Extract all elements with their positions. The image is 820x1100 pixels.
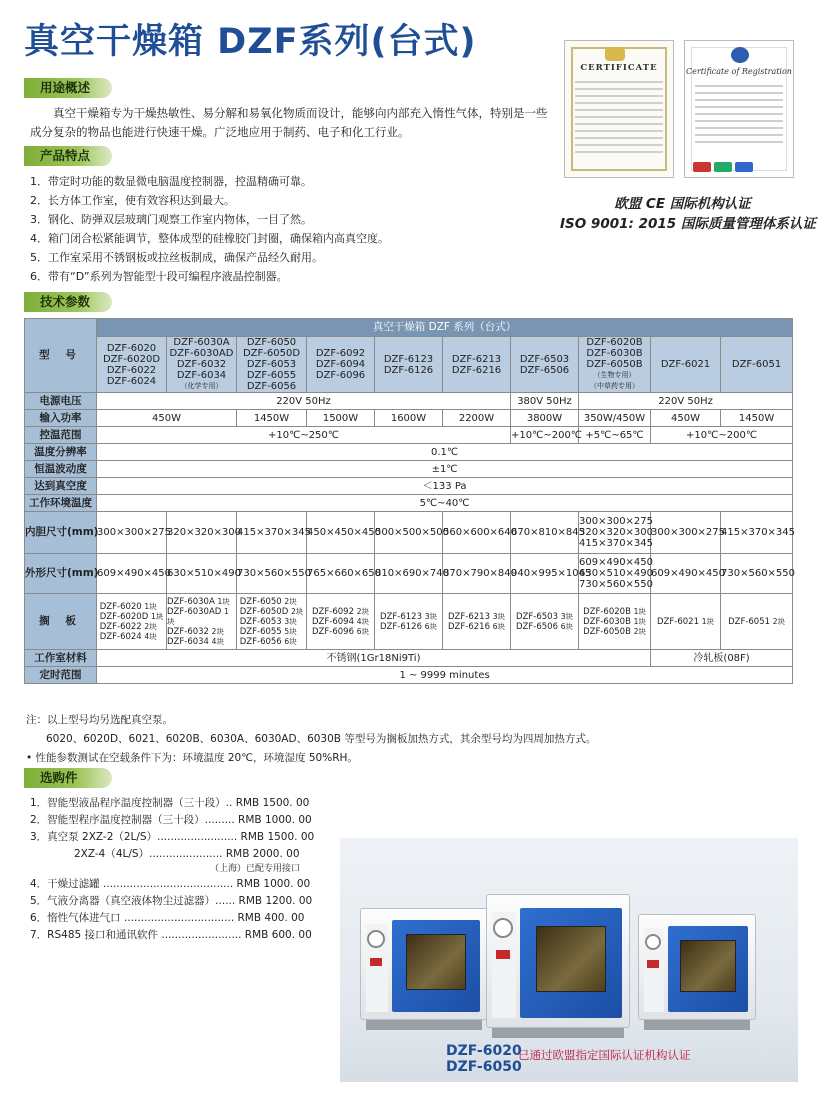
spec-cell: 300×300×275 320×320×300 415×370×345	[579, 512, 651, 554]
option-item: 2．智能型程序温度控制器（三十段）......... RMB 1000. 00	[30, 814, 312, 826]
spec-cell: 730×560×550	[237, 554, 307, 594]
spec-cell: 870×790×840	[443, 554, 511, 594]
spec-cell: 500×500×500	[375, 512, 443, 554]
spec-cell: 415×370×345	[237, 512, 307, 554]
options-list	[30, 795, 314, 944]
section-heading-features: 产品特点	[24, 146, 112, 166]
shelf-cell: DZF-6092 2块 DZF-6094 4块 DZF-6096 6块	[307, 594, 375, 650]
option-item: 4．干燥过滤罐 ....................................... RMB 1000. 00	[30, 878, 311, 890]
section-heading-options: 选购件	[24, 768, 112, 788]
iso-certificate-heading: Certificate of Registration	[686, 67, 792, 76]
row-label-voltage: 电源电压	[25, 393, 97, 410]
ce-caption: 欧盟 CE 国际机构认证	[614, 196, 751, 212]
product-photo	[340, 838, 798, 1082]
shelf-cell: DZF-6051 2块	[721, 594, 793, 650]
model-cell: DZF-6092 DZF-6094 DZF-6096	[307, 337, 375, 393]
row-label-timer: 定时范围	[25, 667, 97, 684]
spec-cell: ＜133 Pa	[97, 478, 793, 495]
spec-cell: 5℃~40℃	[97, 495, 793, 512]
row-label-ambient: 工作环境温度	[25, 495, 97, 512]
row-label-shelves: 搁 板	[25, 594, 97, 650]
spec-cell: +10℃~200℃	[511, 427, 579, 444]
row-label-fluctuation: 恒温波动度	[25, 461, 97, 478]
shelf-cell: DZF-6050 2块 DZF-6050D 2块 DZF-6053 3块 DZF-6055 5块 DZF-6056 6块	[237, 594, 307, 650]
spec-cell: 220V 50Hz	[97, 393, 511, 410]
note-line: 注：以上型号均另选配真空泵。	[26, 714, 173, 726]
registrar-logo-icon	[731, 47, 749, 63]
section-heading-usage: 用途概述	[24, 78, 112, 98]
option-item: 6．惰性气体进气口 ................................. RMB 400. 00	[30, 912, 305, 924]
model-cell: DZF-6503 DZF-6506	[511, 337, 579, 393]
note-line: 6020、6020D、6021、6020B、6030A、6030AD、6030B 等型号为搁板加热方式，其余型号均为四周加热方式。	[46, 733, 597, 745]
ce-certificate-heading: CERTIFICATE	[580, 63, 658, 73]
option-item: 5．气液分离器（真空液体物尘过滤器）...... RMB 1200. 00	[30, 895, 313, 907]
model-cell: DZF-6050 DZF-6050D DZF-6053 DZF-6055 DZF-6056	[237, 337, 307, 393]
page-title: 真空干燥箱 DZF系列(台式)	[24, 22, 477, 62]
vacuum-oven-icon	[638, 914, 756, 1030]
iso-certificate	[684, 40, 794, 178]
spec-cell: 810×690×740	[375, 554, 443, 594]
spec-cell: 300×300×275	[651, 512, 721, 554]
spec-cell: 730×560×550	[721, 554, 793, 594]
spec-cell: 765×660×650	[307, 554, 375, 594]
accreditation-badges-icon	[693, 157, 785, 167]
model-cell: DZF-6123 DZF-6126	[375, 337, 443, 393]
photo-model-labels: DZF-6020 DZF-6050	[446, 1043, 522, 1075]
series-header: 真空干燥箱 DZF 系列（台式）	[97, 319, 793, 337]
spec-cell: 1 ~ 9999 minutes	[97, 667, 793, 684]
spec-table	[24, 318, 796, 684]
shelf-cell: DZF-6020B 1块 DZF-6030B 1块 DZF-6050B 2块	[579, 594, 651, 650]
feature-item: 4．箱门闭合松紧能调节，整体成型的硅橡胶门封圈，确保箱内高真空度。	[30, 232, 389, 245]
model-cell: DZF-6213 DZF-6216	[443, 337, 511, 393]
ce-certificate	[564, 40, 674, 178]
row-label-resolution: 温度分辨率	[25, 444, 97, 461]
spec-cell: 不锈钢(1Gr18Ni9Ti)	[97, 650, 651, 667]
shelf-cell: DZF-6020 1块 DZF-6020D 1块 DZF-6022 2块 DZF-6024 4块	[97, 594, 167, 650]
model-cell: DZF-6020B DZF-6030B DZF-6050B （生物专用） （中草药专用）	[579, 337, 651, 393]
spec-cell: 1500W	[307, 410, 375, 427]
spec-cell: 冷轧板(08F)	[651, 650, 793, 667]
shelf-cell: DZF-6030A 1块 DZF-6030AD 1块 DZF-6032 2块 DZF-6034 4块	[167, 594, 237, 650]
feature-item: 3．钢化、防弹双层玻璃门观察工作室内物体，一目了然。	[30, 213, 312, 226]
model-cell: DZF-6030A DZF-6030AD DZF-6032 DZF-6034 （化学专用）	[167, 337, 237, 393]
spec-cell: 3800W	[511, 410, 579, 427]
spec-cell: ±1℃	[97, 461, 793, 478]
spec-cell: +10℃~200℃	[651, 427, 793, 444]
model-cell: DZF-6021	[651, 337, 721, 393]
spec-cell: 940×995×1045	[511, 554, 579, 594]
iso-caption: ISO 9001: 2015 国际质量管理体系认证	[560, 216, 816, 232]
shelf-cell: DZF-6503 3块 DZF-6506 6块	[511, 594, 579, 650]
spec-cell: 350W/450W	[579, 410, 651, 427]
option-item: 7．RS485 接口和通讯软件 ........................ RMB 600. 00	[30, 929, 312, 941]
spec-cell: 320×320×300	[167, 512, 237, 554]
shelf-cell: DZF-6213 3块 DZF-6216 6块	[443, 594, 511, 650]
spec-cell: 609×490×450	[97, 554, 167, 594]
spec-cell: 450W	[97, 410, 237, 427]
spec-cell: 220V 50Hz	[579, 393, 793, 410]
spec-cell: 380V 50Hz	[511, 393, 579, 410]
section-heading-specs: 技术参数	[24, 292, 112, 312]
spec-cell: 415×370×345	[721, 512, 793, 554]
spec-cell: 609×490×450 630×510×490 730×560×550	[579, 554, 651, 594]
row-label-inner: 内胆尺寸(mm)	[25, 512, 97, 554]
option-item: 3．真空泵 2XZ-2（2L/S）........................ RMB 1500. 00	[30, 831, 315, 843]
option-note: （上海）已配专用接口	[210, 864, 301, 874]
spec-cell: 609×490×450	[651, 554, 721, 594]
spec-cell: 2200W	[443, 410, 511, 427]
intro-paragraph: 真空干燥箱专为干燥热敏性、易分解和易氧化物质而设计，能够向内部充入惰性气体，特别是一些成分复杂的物品也能进行快速干燥。广泛地应用于制药、电子和化工行业。	[30, 106, 548, 139]
spec-cell: 560×600×640	[443, 512, 511, 554]
spec-cell: 1600W	[375, 410, 443, 427]
spec-cell: 450×450×450	[307, 512, 375, 554]
row-label-temp-range: 控温范围	[25, 427, 97, 444]
model-cell: DZF-6051	[721, 337, 793, 393]
shelf-cell: DZF-6021 1块	[651, 594, 721, 650]
row-label-model: 型 号	[25, 319, 97, 393]
spec-cell: 300×300×275	[97, 512, 167, 554]
spec-cell: 1450W	[721, 410, 793, 427]
spec-cell: +5℃~65℃	[579, 427, 651, 444]
vacuum-oven-icon	[360, 908, 488, 1030]
ce-seal-icon	[605, 47, 625, 61]
note-line: • 性能参数测试在空载条件下为：环境温度 20℃，环境湿度 50%RH。	[26, 752, 358, 764]
feature-item: 6．带有“D”系列为智能型十段可编程序液晶控制器。	[30, 270, 288, 283]
vacuum-oven-icon	[486, 894, 630, 1038]
row-label-vacuum: 达到真空度	[25, 478, 97, 495]
spec-cell: 630×510×490	[167, 554, 237, 594]
spec-cell: 450W	[651, 410, 721, 427]
table-notes	[26, 711, 596, 768]
spec-cell: 1450W	[237, 410, 307, 427]
feature-list	[30, 172, 550, 286]
model-cell: DZF-6020 DZF-6020D DZF-6022 DZF-6024	[97, 337, 167, 393]
row-label-outer: 外形尺寸(mm)	[25, 554, 97, 594]
spec-cell: +10℃~250℃	[97, 427, 511, 444]
option-item: 2XZ-4（4L/S）...................... RMB 2000. 00	[74, 848, 300, 860]
photo-caption: 已通过欧盟指定国际认证机构认证	[518, 1048, 691, 1062]
spec-cell: 0.1℃	[97, 444, 793, 461]
feature-item: 5．工作室采用不锈钢板或拉丝板制成，确保产品经久耐用。	[30, 251, 323, 264]
feature-item: 2．长方体工作室，使有效容积达到最大。	[30, 194, 235, 207]
row-label-material: 工作室材料	[25, 650, 97, 667]
option-item: 1．智能型液晶程序温度控制器（三十段）.. RMB 1500. 00	[30, 797, 310, 809]
certificate-images	[560, 40, 805, 182]
row-label-power: 输入功率	[25, 410, 97, 427]
feature-item: 1．带定时功能的数显微电脑温度控制器，控温精确可靠。	[30, 175, 312, 188]
shelf-cell: DZF-6123 3块 DZF-6126 6块	[375, 594, 443, 650]
spec-cell: 670×810×845	[511, 512, 579, 554]
